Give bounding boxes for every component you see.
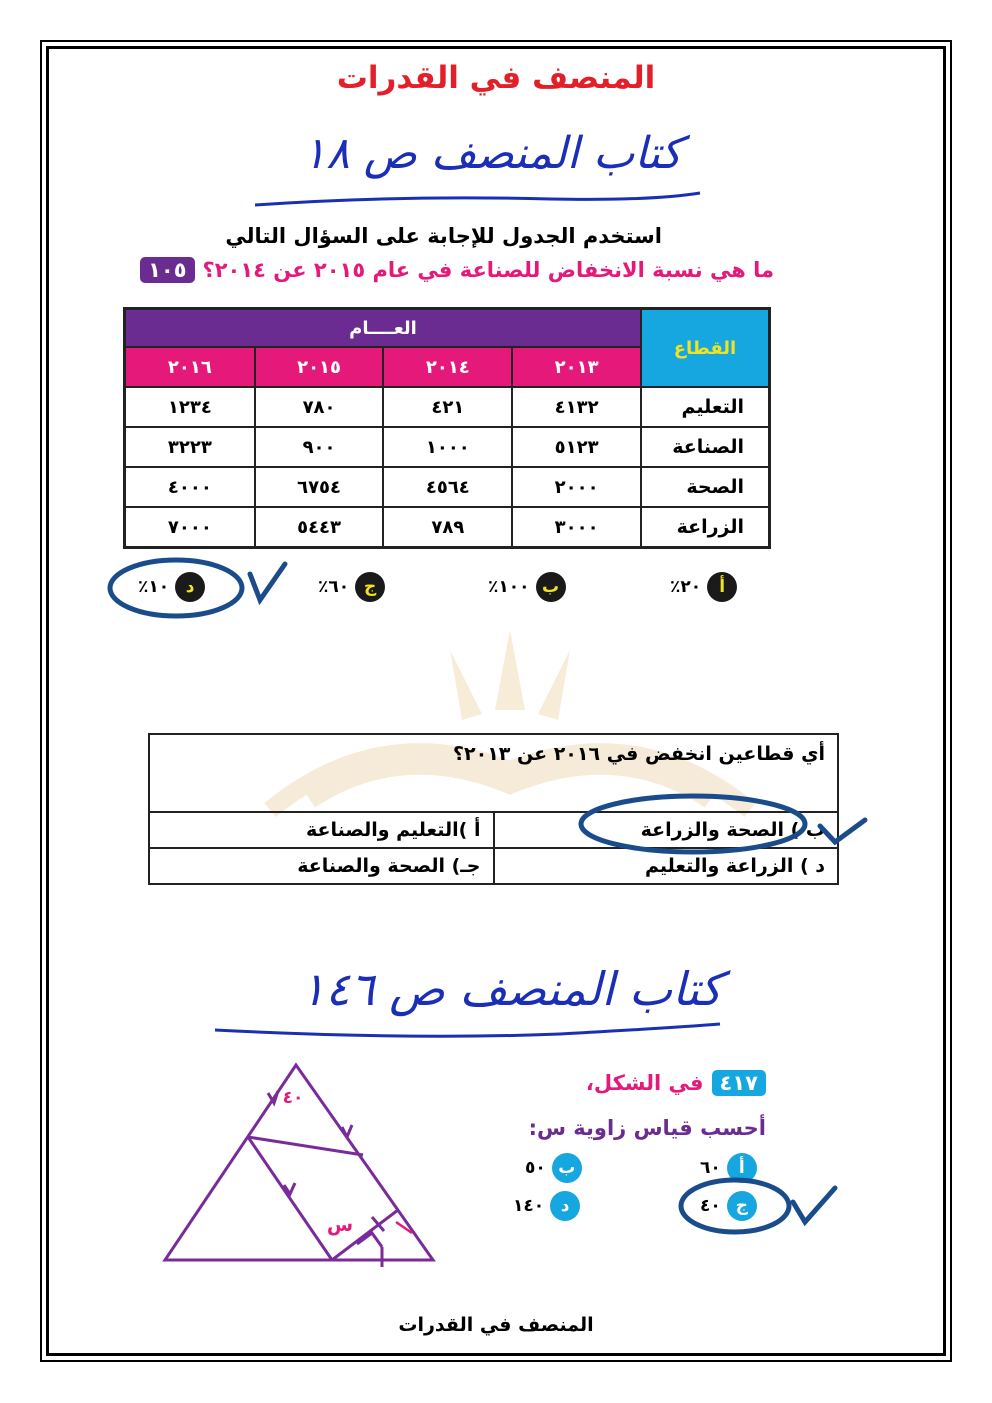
question-text: ما هي نسبة الانخفاض للصناعة في عام ٢٠١٥ عن ٢٠١٤؟ (202, 258, 774, 282)
table-cell: ٤١٣٢ (512, 387, 641, 427)
sector-label: التعليم (641, 387, 770, 427)
year-cell: ٢٠١٤ (383, 347, 512, 387)
table-cell: ٦٧٥٤ (255, 467, 384, 507)
table-row (125, 467, 770, 507)
option-b[interactable] (525, 1153, 582, 1183)
year-cell: ٢٠١٥ (255, 347, 384, 387)
table-cell: ٤٥٦٤ (383, 467, 512, 507)
option-a-cell[interactable]: أ )التعليم والصناعة (149, 812, 494, 848)
table-cell: ٢٠٠٠ (512, 467, 641, 507)
table-cell: ٣٠٠٠ (512, 507, 641, 548)
table-cell: ٥٤٤٣ (255, 507, 384, 548)
option-letter-badge: د (175, 572, 205, 602)
question-417 (586, 1070, 766, 1096)
year-cell: ٢٠١٦ (125, 347, 255, 387)
subquestion-text: أحسب قياس زاوية س: (528, 1116, 766, 1140)
option-letter-badge: ب (552, 1153, 582, 1183)
option-value: ٦٠٪ (318, 577, 350, 597)
table-cell: ٥١٢٣ (512, 427, 641, 467)
table-instruction: استخدم الجدول للإجابة على السؤال التالي (225, 224, 662, 248)
option-value: ١٠٠٪ (488, 577, 530, 597)
page-footer: المنصف في القدرات (398, 1314, 594, 1336)
option-letter-badge: ج (355, 572, 385, 602)
handwritten-note-page-ref: كتاب المنصف ص ١٨ (302, 128, 682, 179)
page-title: المنصف في القدرات (336, 60, 656, 96)
table-row (125, 427, 770, 467)
option-value: ٢٠٪ (670, 577, 702, 597)
option-letter-badge: د (550, 1191, 580, 1221)
option-letter-badge: ج (727, 1191, 757, 1221)
year-cell: ٢٠١٣ (512, 347, 641, 387)
angle-label-x: س (326, 1214, 354, 1236)
data-table (123, 307, 771, 549)
table-cell: ٤٢١ (383, 387, 512, 427)
option-a[interactable] (670, 572, 737, 602)
sector-label: الصحة (641, 467, 770, 507)
question-number-badge: ٤١٧ (712, 1070, 766, 1096)
table-cell: ٧٠٠٠ (125, 507, 255, 548)
option-b[interactable] (488, 572, 566, 602)
question-text: في الشكل، (585, 1071, 704, 1095)
angle-label-40: ٤٠ (282, 1088, 304, 1108)
table-row (125, 507, 770, 548)
question-number-badge: ١٠٥ (140, 257, 194, 283)
option-value: ١٠٪ (138, 577, 170, 597)
table-row (125, 387, 770, 427)
table-cell: ٧٨٠ (255, 387, 384, 427)
option-d-cell[interactable]: د ) الزراعة والتعليم (494, 848, 839, 884)
option-letter-badge: أ (707, 572, 737, 602)
option-d[interactable] (513, 1191, 580, 1221)
handwritten-underline (210, 1018, 730, 1048)
year-header: العــــام (125, 309, 642, 348)
option-c[interactable] (318, 572, 385, 602)
question-105 (140, 257, 774, 283)
option-letter-badge: ب (536, 572, 566, 602)
triangle-figure (150, 1055, 450, 1270)
option-value: ٦٠ (700, 1158, 721, 1178)
question-2-text: أي قطاعين انخفض في ٢٠١٦ عن ٢٠١٣؟ (149, 734, 838, 812)
table-cell: ٩٠٠ (255, 427, 384, 467)
table-cell: ٤٠٠٠ (125, 467, 255, 507)
handwritten-underline (250, 185, 710, 215)
option-value: ١٤٠ (513, 1196, 545, 1216)
table-cell: ٣٢٢٣ (125, 427, 255, 467)
table-cell: ٧٨٩ (383, 507, 512, 548)
answer-circle-mark (675, 1172, 850, 1237)
option-b-cell[interactable]: ب ) الصحة والزراعة (494, 812, 839, 848)
option-value: ٥٠ (525, 1158, 546, 1178)
option-letter-badge: أ (727, 1153, 757, 1183)
table-cell: ١٢٣٤ (125, 387, 255, 427)
table-cell: ١٠٠٠ (383, 427, 512, 467)
sector-label: الصناعة (641, 427, 770, 467)
sector-header: القطاع (641, 309, 770, 388)
sector-label: الزراعة (641, 507, 770, 548)
answer-circle-mark (100, 552, 300, 632)
handwritten-note-page-ref: كتاب المنصف ص ١٤٦ (300, 962, 722, 1016)
option-value: ٤٠ (700, 1196, 721, 1216)
option-c-cell[interactable]: جـ) الصحة والصناعة (149, 848, 494, 884)
answer-circle-mark (575, 790, 875, 860)
